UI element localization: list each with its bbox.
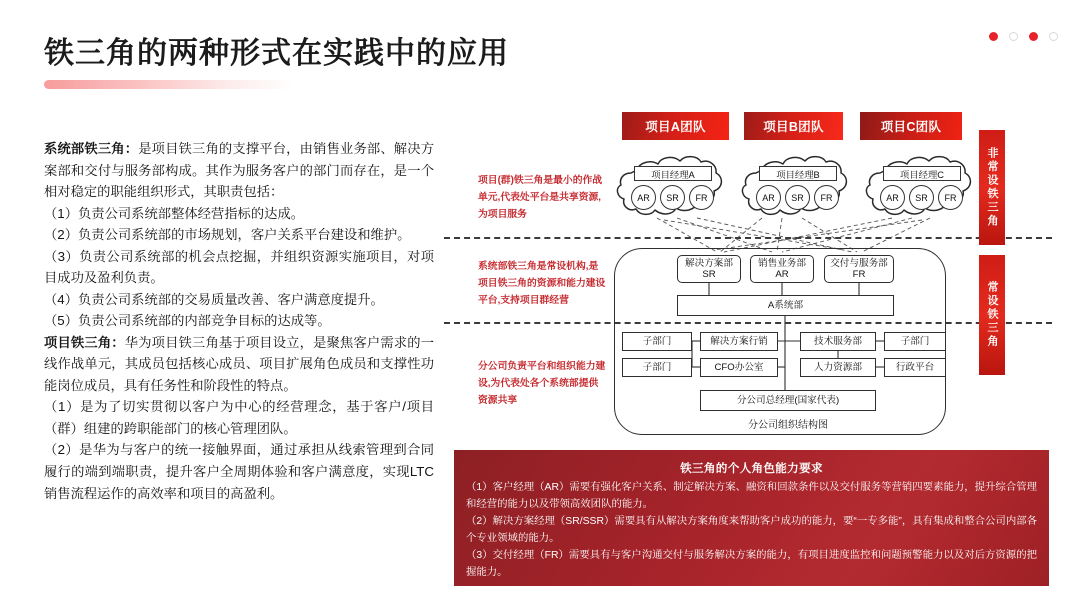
annotation-project-triangle: 项目(群)铁三角是最小的作战单元,代表处平台是共享资源,为项目服务 bbox=[478, 175, 603, 221]
node-a-system-dept: A系统部 bbox=[677, 295, 894, 316]
node-solution-sales: 解决方案行销 bbox=[700, 332, 778, 351]
list-item: （3）负责公司系统部的机会点挖掘，并组织资源实施项目，对项目成功及盈利负责。 bbox=[44, 248, 434, 286]
node-title: 解决方案部 bbox=[685, 257, 733, 269]
cloud-team-b bbox=[740, 155, 858, 219]
project-manager-label-b: 项目经理B bbox=[759, 166, 837, 181]
list-item: （2）是华为与客户的统一接触界面，通过承担从线索管理到合同履行的端到端职责，提升客户全周期体验和客户满意度，实现LTC销售流程运作的高效率和项目的高盈利。 bbox=[44, 442, 434, 501]
team-box-a: 项目A团队 bbox=[622, 112, 729, 140]
node-sub-dept-3: 子部门 bbox=[884, 332, 946, 351]
project-manager-label-a: 项目经理A bbox=[634, 166, 712, 181]
side-tag-non-permanent: 非常设铁三角 bbox=[979, 130, 1005, 245]
list-item: （4）负责公司系统部的交易质量改善、客户满意度提升。 bbox=[44, 291, 384, 307]
node-code: SR bbox=[702, 269, 716, 280]
paragraph-lead: 系统部铁三角： bbox=[44, 141, 139, 156]
list-item: （5）负责公司系统部的内部竞争目标的达成等。 bbox=[44, 313, 331, 329]
list-item: （1）是为了切实贯彻以客户为中心的经营理念，基于客户/项目（群）组建的跨职能部门的核心管理团队。 bbox=[44, 399, 434, 436]
cloud-team-a bbox=[615, 155, 733, 219]
paragraph-intro-project bbox=[44, 332, 434, 397]
node-tech-service-dept: 技术服务部 bbox=[800, 332, 876, 351]
annotation-branch-platform: 分公司负责平台和组织能力建设,为代表处各个系统部提供资源共享 bbox=[478, 361, 606, 407]
node-branch-gm: 分公司总经理(国家代表) bbox=[700, 390, 876, 411]
org-diagram bbox=[452, 100, 1052, 440]
panel-item-sr: （2）解决方案经理（SR/SSR）需要具有从解决方案角度来帮助客户成功的能力，要“一专多能”，具有集成和整合公司内部各个专业领域的能力。 bbox=[466, 515, 1037, 544]
role-circle-fr: FR bbox=[814, 185, 839, 210]
left-text-column bbox=[44, 138, 434, 504]
role-circle-ar: AR bbox=[631, 185, 656, 210]
node-sales-dept bbox=[750, 255, 814, 283]
cloud-team-c bbox=[864, 155, 982, 219]
panel-item-fr: （3）交付经理（FR）需要具有与客户沟通交付与服务解决方案的能力，有项目进度监控和问题预警能力以及对后方资源的把握能力。 bbox=[466, 549, 1037, 578]
node-title: 交付与服务部 bbox=[830, 257, 888, 269]
node-cfo-office: CFO办公室 bbox=[700, 358, 778, 377]
role-circle-sr: SR bbox=[660, 185, 685, 210]
side-tag-permanent: 常设铁三角 bbox=[979, 255, 1005, 375]
org-chart-caption: 分公司组织结构图 bbox=[748, 420, 828, 431]
team-box-c: 项目C团队 bbox=[860, 112, 962, 140]
team-box-b: 项目B团队 bbox=[744, 112, 843, 140]
list-item: （2）负责公司系统部的市场规划，客户关系平台建设和维护。 bbox=[44, 227, 411, 243]
node-admin-platform: 行政平台 bbox=[884, 358, 946, 377]
page-title: 铁三角的两种形式在实践中的应用 bbox=[44, 37, 509, 70]
node-hr-dept: 人力资源部 bbox=[800, 358, 876, 377]
node-sub-dept-1: 子部门 bbox=[622, 332, 692, 351]
pager-dots bbox=[989, 32, 1058, 41]
pager-dot-2[interactable] bbox=[1009, 32, 1018, 41]
panel-title: 铁三角的个人角色能力要求 bbox=[680, 462, 823, 475]
node-delivery-service-dept bbox=[824, 255, 894, 283]
project-manager-label-c: 项目经理C bbox=[883, 166, 961, 181]
pager-dot-4[interactable] bbox=[1049, 32, 1058, 41]
role-circles-a bbox=[631, 185, 717, 210]
role-circle-sr: SR bbox=[785, 185, 810, 210]
paragraph-body: 是项目铁三角的支撑平台，由销售业务部、解决方案部和交付与服务部构成。其作为服务客户的部门而存在，是一个相对稳定的职能组织形式，其职责包括： bbox=[44, 141, 435, 200]
annotation-system-dept-triangle: 系统部铁三角是常设机构,是项目铁三角的资源和能力建设平台,支持项目群经营 bbox=[478, 261, 606, 307]
capability-requirements-panel bbox=[454, 450, 1049, 586]
role-circle-fr: FR bbox=[689, 185, 714, 210]
title-underline-accent bbox=[44, 80, 294, 89]
node-solution-dept bbox=[677, 255, 741, 283]
paragraph-lead: 项目铁三角： bbox=[44, 334, 125, 350]
node-code: FR bbox=[852, 269, 866, 280]
list-item: （1）负责公司系统部整体经营指标的达成。 bbox=[44, 205, 305, 221]
role-circle-fr: FR bbox=[938, 185, 963, 210]
role-circles-b bbox=[756, 185, 842, 210]
node-title: 销售业务部 bbox=[758, 257, 806, 269]
pager-dot-1[interactable] bbox=[989, 32, 998, 41]
node-sub-dept-2: 子部门 bbox=[622, 358, 692, 377]
role-circle-ar: AR bbox=[756, 185, 781, 210]
role-circle-ar: AR bbox=[880, 185, 905, 210]
paragraph-body: 华为项目铁三角基于项目设立，是聚焦客户需求的一线作战单元，其成员包括核心成员、项目扩展角色成员和支撑性功能岗位成员，具有任务性和阶段性的特点。 bbox=[44, 334, 435, 393]
divider-non-permanent bbox=[444, 237, 1052, 239]
pager-dot-3[interactable] bbox=[1029, 32, 1038, 41]
node-code: AR bbox=[775, 269, 789, 280]
paragraph-intro-system bbox=[44, 138, 434, 203]
role-circles-c bbox=[880, 185, 966, 210]
panel-item-ar: （1）客户经理（AR）需要有强化客户关系、制定解决方案、融资和回款条件以及交付服务等营销四要素能力，提升综合管理和经营的能力以及带领高效团队的能力。 bbox=[466, 482, 1037, 510]
role-circle-sr: SR bbox=[909, 185, 934, 210]
